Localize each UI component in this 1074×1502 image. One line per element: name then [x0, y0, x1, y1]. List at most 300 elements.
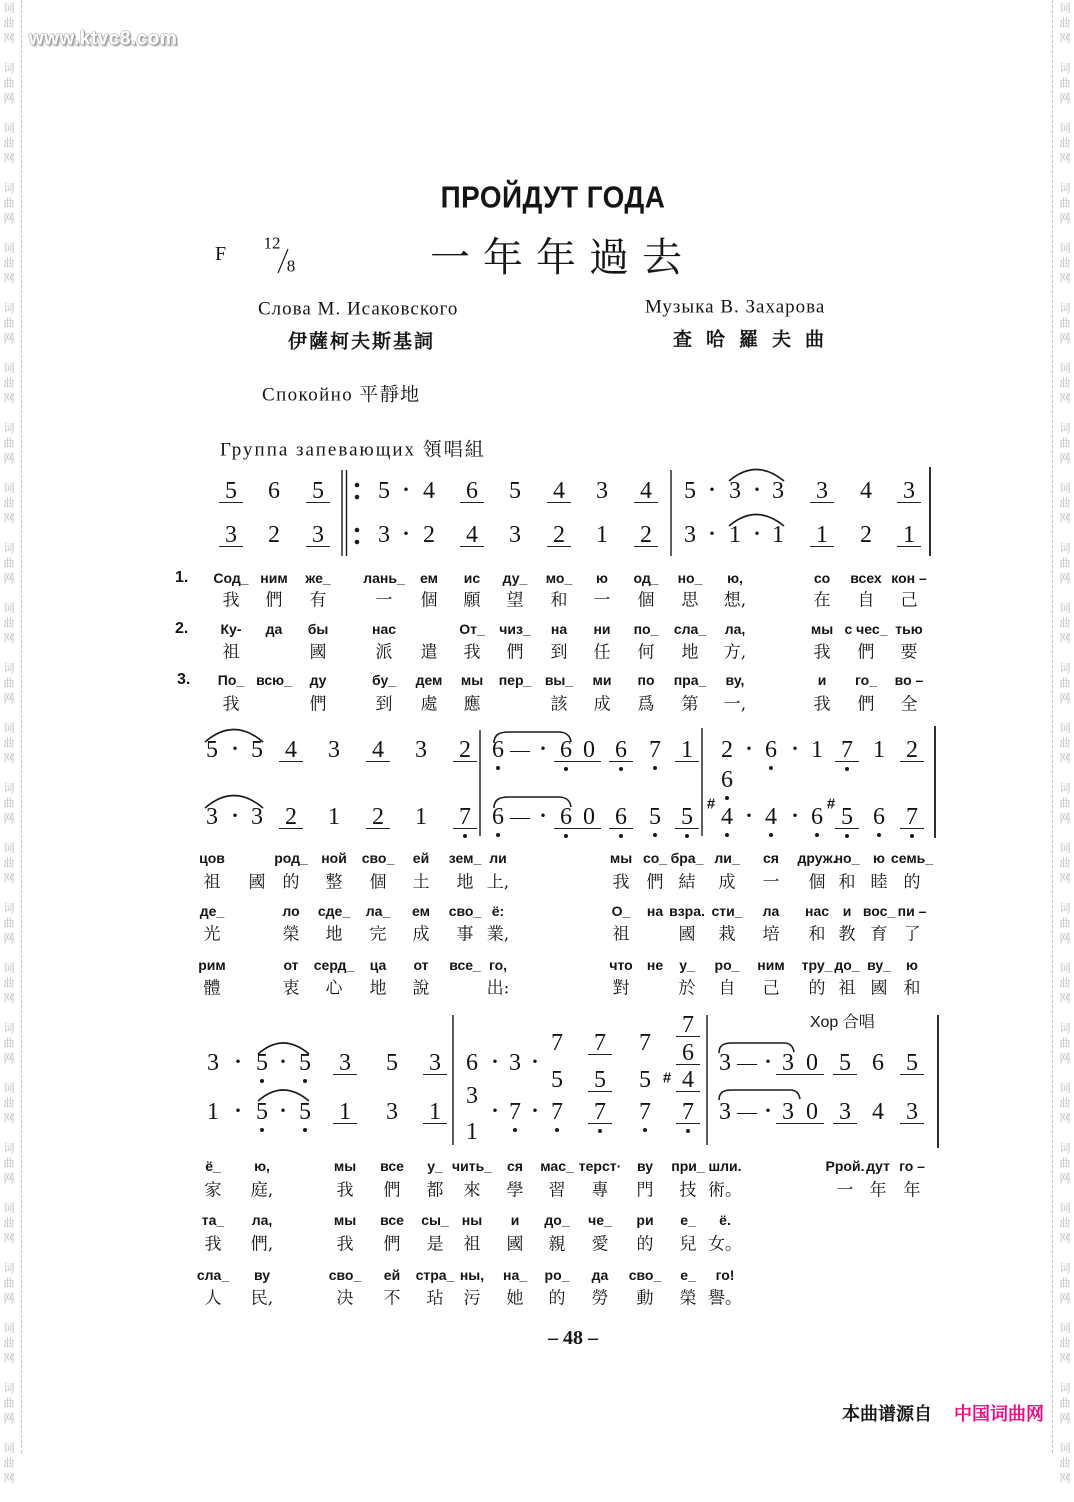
- lyric-syllable: мы: [333, 1158, 357, 1174]
- lyric-syllable: ро_: [544, 1267, 570, 1283]
- note: #: [706, 795, 716, 813]
- note: 3: [251, 804, 263, 830]
- note: 3: [596, 478, 608, 504]
- note: •: [235, 1054, 241, 1071]
- lyric-syllable: 全: [900, 694, 918, 715]
- note: 1: [328, 804, 340, 830]
- lyric-syllable: ла,: [251, 1212, 273, 1228]
- note: 5: [684, 478, 696, 504]
- lyric-syllable: тью: [895, 621, 923, 637]
- lyric-syllable: го,: [488, 957, 508, 973]
- lyric-syllable: 我: [204, 1234, 222, 1255]
- note: 5: [225, 478, 237, 504]
- lyric-syllable: сы_: [421, 1212, 449, 1228]
- lyric-syllable: нас: [371, 621, 397, 637]
- lyric-syllable: но_: [834, 850, 860, 866]
- lyric-syllable: ли_: [714, 850, 740, 866]
- lyric-syllable: не: [646, 957, 664, 973]
- song-title-zh: 一年年過去: [430, 235, 695, 281]
- note: 1: [339, 1099, 351, 1125]
- lyric-syllable: 教: [838, 924, 856, 945]
- lyric-syllable: шли.: [708, 1158, 742, 1174]
- lyric-syllable: 光: [203, 924, 221, 945]
- lyric-syllable: да: [591, 1267, 609, 1283]
- note: 3: [782, 1099, 794, 1125]
- note: 6: [872, 1050, 884, 1076]
- note: •: [709, 482, 715, 499]
- verse-number: 2.: [175, 620, 189, 637]
- lyric-syllable: мы: [609, 850, 633, 866]
- note: 5: [256, 1050, 268, 1076]
- lyric-syllable: 親: [548, 1234, 566, 1255]
- lyric-syllable: 育: [870, 924, 888, 945]
- lyric-syllable: ны: [461, 1212, 483, 1228]
- note: 5: [299, 1050, 311, 1076]
- note: •: [232, 808, 238, 825]
- lyric-syllable: 們: [383, 1234, 401, 1255]
- lyric-syllable: 們: [506, 642, 524, 663]
- lyric-syllable: со_: [642, 850, 668, 866]
- lyric-syllable: 術。: [708, 1180, 742, 1201]
- note: •: [709, 526, 715, 543]
- lyric-syllable: ей: [412, 850, 430, 866]
- lyric-syllable: Сод_: [213, 570, 249, 586]
- lyric-syllable: друж.: [797, 850, 837, 866]
- note: •: [532, 1103, 538, 1120]
- section-label: Группа запевающих 領唱組: [220, 439, 486, 461]
- lyric-syllable: 我: [463, 642, 481, 663]
- note: 1: [873, 737, 885, 763]
- lyric-syllable: ву_: [867, 957, 891, 973]
- lyric-syllable: 個: [637, 590, 655, 611]
- lyric-syllable: 技: [679, 1180, 697, 1201]
- lyric-syllable: 培: [762, 924, 780, 945]
- lyric-syllable: 們: [646, 872, 664, 893]
- note: 1: [429, 1099, 441, 1125]
- lyric-syllable: ся: [763, 850, 779, 866]
- note: 4: [682, 1067, 694, 1093]
- lyric-syllable: зем_: [448, 850, 482, 866]
- note: 6: [721, 767, 733, 793]
- note: 6: [466, 1050, 478, 1076]
- lyric-syllable: 完: [369, 924, 387, 945]
- lyric-syllable: 榮: [679, 1288, 697, 1309]
- note: 4: [466, 522, 478, 548]
- lyric-syllable: 土: [412, 872, 430, 893]
- note: 3: [719, 1050, 731, 1076]
- note: 3: [509, 522, 521, 548]
- lyric-syllable: у_: [679, 957, 695, 973]
- lyric-syllable: 自: [857, 590, 875, 611]
- lyric-syllable: сво_: [328, 1267, 362, 1283]
- note: 2: [721, 737, 733, 763]
- lyric-syllable: при_: [671, 1158, 705, 1174]
- note: 5: [206, 737, 218, 763]
- note: 1: [903, 522, 915, 548]
- lyric-syllable: сла_: [196, 1267, 230, 1283]
- note: 7: [594, 1030, 606, 1056]
- lyric-syllable: ло: [282, 903, 300, 919]
- lyric-syllable: у_: [427, 1158, 443, 1174]
- note: 2: [860, 522, 872, 548]
- lyric-syllable: что: [609, 957, 633, 973]
- lyric-syllable: и: [510, 1212, 520, 1228]
- repeat-dot: [355, 540, 360, 545]
- note: 4: [721, 804, 733, 830]
- note: 2: [906, 737, 918, 763]
- lyric-syllable: ё_: [205, 1158, 221, 1174]
- lyric-syllable: 我: [336, 1180, 354, 1201]
- lyric-syllable: 和: [550, 590, 568, 611]
- lyric-syllable: 的: [282, 872, 300, 893]
- lyric-syllable: мы: [460, 672, 484, 688]
- lyric-syllable: пра_: [673, 672, 707, 688]
- lyric-syllable: стра_: [415, 1267, 455, 1283]
- lyric-syllable: 的: [903, 872, 921, 893]
- lyric-syllable: мас_: [540, 1158, 574, 1174]
- lyric-syllable: ву: [253, 1267, 271, 1283]
- lyric-syllable: ей: [383, 1267, 401, 1283]
- lyric-syllable: 有: [309, 590, 327, 611]
- note: 5: [378, 478, 390, 504]
- lyric-syllable: ву,: [725, 672, 745, 688]
- lyric-syllable: ду_: [502, 570, 528, 586]
- lyric-syllable: ю: [906, 957, 918, 973]
- lyric-syllable: сла_: [673, 621, 707, 637]
- note: 7: [639, 1030, 651, 1056]
- note: 2: [553, 522, 565, 548]
- note: 0: [806, 1050, 818, 1076]
- lyric-syllable: 動: [636, 1288, 654, 1309]
- note: 2: [268, 522, 280, 548]
- lyric-syllable: кон –: [891, 570, 927, 586]
- site-watermark: www.ktvc8.com: [29, 28, 178, 50]
- note: —: [510, 806, 530, 828]
- lyric-syllable: ю: [873, 850, 885, 866]
- note: 5: [841, 804, 853, 830]
- lyric-syllable: 結: [678, 872, 696, 893]
- note: 7: [551, 1099, 563, 1125]
- lyric-syllable: 的: [808, 978, 826, 999]
- lyric-syllable: 第: [681, 694, 699, 715]
- lyric-syllable: 污: [463, 1288, 481, 1309]
- lyric-syllable: 習: [548, 1180, 566, 1201]
- note: —: [510, 739, 530, 761]
- repeat-dot: [355, 528, 360, 533]
- note: •: [403, 482, 409, 499]
- note: 3: [816, 478, 828, 504]
- note: 5: [681, 804, 693, 830]
- lyric-syllable: 不: [383, 1288, 401, 1309]
- song-title-ru: ПРОЙДУТ ГОДА: [440, 179, 666, 215]
- lyric-syllable: 地: [681, 642, 699, 663]
- lyric-syllable: 望: [506, 590, 524, 611]
- note: 6: [492, 804, 504, 830]
- lyric-syllable: нас: [804, 903, 830, 919]
- page-number: – 48 –: [548, 1327, 598, 1349]
- verse-number: 1.: [175, 569, 189, 586]
- lyric-syllable: все: [380, 1158, 404, 1174]
- lyric-syllable: 該: [550, 694, 568, 715]
- lyric-syllable: 成: [593, 694, 611, 715]
- note: 4: [872, 1099, 884, 1125]
- note: 6: [492, 737, 504, 763]
- note: —: [737, 1052, 757, 1074]
- lyric-syllable: по_: [633, 621, 659, 637]
- note: 5: [649, 804, 661, 830]
- lyric-syllable: дут: [866, 1158, 890, 1174]
- note: •: [746, 741, 752, 758]
- lyric-syllable: 專: [591, 1180, 609, 1201]
- lyric-syllable: 到: [550, 642, 568, 663]
- lyric-syllable: ву: [636, 1158, 654, 1174]
- lyric-syllable: та_: [201, 1212, 225, 1228]
- lyric-syllable: на: [550, 621, 568, 637]
- lyric-syllable: ри: [636, 1212, 654, 1228]
- lyric-syllable: 一: [762, 872, 780, 893]
- lyric-syllable: но_: [677, 570, 703, 586]
- lyric-syllable: всю_: [256, 672, 292, 688]
- lyric-syllable: тру_: [801, 957, 833, 973]
- lyric-syllable: со: [813, 570, 831, 586]
- lyric-syllable: ной: [321, 850, 347, 866]
- lyric-syllable: с чес_: [844, 621, 888, 637]
- lyric-syllable: 和: [808, 924, 826, 945]
- lyric-syllable: 一: [375, 590, 393, 611]
- note: 3: [729, 478, 741, 504]
- note: 1: [596, 522, 608, 548]
- lyric-syllable: вос_: [862, 903, 896, 919]
- note: 3: [906, 1099, 918, 1125]
- lyric-syllable: 我: [813, 642, 831, 663]
- lyric-syllable: 祖: [612, 924, 630, 945]
- lyric-syllable: 爲: [637, 694, 655, 715]
- note: 6: [873, 804, 885, 830]
- lyric-syllable: 她: [506, 1288, 524, 1309]
- note: 5: [509, 478, 521, 504]
- note: 4: [372, 737, 384, 763]
- lyric-syllable: ны,: [459, 1267, 485, 1283]
- lyric-syllable: все_: [449, 957, 481, 973]
- lyric-syllable: 年: [869, 1180, 887, 1201]
- lyric-syllable: 自: [718, 978, 736, 999]
- note: •: [540, 808, 546, 825]
- lyric-syllable: ни: [593, 621, 611, 637]
- lyric-syllable: 遣: [420, 642, 438, 663]
- note: 3: [772, 478, 784, 504]
- lyric-syllable: бы: [307, 621, 329, 637]
- lyric-syllable: ем: [412, 903, 430, 919]
- note: 7: [682, 1012, 694, 1038]
- lyric-syllable: 我: [222, 694, 240, 715]
- note: 3: [328, 737, 340, 763]
- lyric-syllable: 女。: [708, 1234, 742, 1255]
- lyric-syllable: 國: [506, 1234, 524, 1255]
- lyric-syllable: вы_: [544, 672, 574, 688]
- note: 3: [339, 1050, 351, 1076]
- lyric-syllable: 來: [463, 1180, 481, 1201]
- note: 6: [765, 737, 777, 763]
- lyric-syllable: до_: [834, 957, 860, 973]
- lyric-syllable: 們: [857, 642, 875, 663]
- lyric-syllable: 决: [336, 1288, 354, 1309]
- lyric-syllable: 對: [612, 978, 630, 999]
- lyric-syllable: 我: [336, 1234, 354, 1255]
- note: 5: [906, 1050, 918, 1076]
- lyric-syllable: ла,: [724, 621, 746, 637]
- lyric-syllable: 兒: [679, 1234, 697, 1255]
- lyric-syllable: 一: [593, 590, 611, 611]
- composer-credit-ru: Музыка В. Захарова: [645, 296, 826, 318]
- note: •: [532, 1054, 538, 1071]
- note: 4: [765, 804, 777, 830]
- lyric-syllable: 祖: [838, 978, 856, 999]
- note: 5: [551, 1067, 563, 1093]
- note: •: [754, 482, 760, 499]
- lyric-syllable: 祖: [463, 1234, 481, 1255]
- lyric-syllable: и: [842, 903, 852, 919]
- note: 5: [386, 1050, 398, 1076]
- note: 3: [386, 1099, 398, 1125]
- lyric-syllable: ца: [369, 957, 387, 973]
- note: 3: [509, 1050, 521, 1076]
- note: 1: [729, 522, 741, 548]
- note: 2: [423, 522, 435, 548]
- lyric-syllable: Ррой.: [825, 1158, 865, 1174]
- lyric-syllable: 是: [426, 1234, 444, 1255]
- lyric-syllable: ю,: [254, 1158, 270, 1174]
- lyric-syllable: 我: [222, 590, 240, 611]
- lyric-syllable: 說: [412, 978, 430, 999]
- lyric-syllable: цов: [199, 850, 225, 866]
- lyric-syllable: взра.: [669, 903, 705, 919]
- lyric-syllable: ла: [762, 903, 780, 919]
- lyric-syllable: мы: [810, 621, 834, 637]
- note: #: [662, 1069, 672, 1087]
- lyric-syllable: 何: [637, 642, 655, 663]
- lyric-syllable: е_: [680, 1267, 696, 1283]
- lyric-syllable: 國: [870, 978, 888, 999]
- note: 7: [906, 804, 918, 830]
- lyric-syllable: сде_: [317, 903, 351, 919]
- note: 3: [466, 1083, 478, 1109]
- note: 1: [415, 804, 427, 830]
- note: 7: [594, 1099, 606, 1125]
- lyric-syllable: терст·: [578, 1158, 622, 1174]
- lyric-syllable: 處: [420, 694, 438, 715]
- note: 3: [684, 522, 696, 548]
- lyric-syllable: 一,: [723, 694, 747, 715]
- lyric-syllable: От_: [459, 621, 485, 637]
- note: •: [235, 1103, 241, 1120]
- lyric-syllable: мы: [333, 1212, 357, 1228]
- note: •: [403, 526, 409, 543]
- note: 6: [615, 737, 627, 763]
- lyric-syllable: 於: [678, 978, 696, 999]
- lyric-syllable: 和: [903, 978, 921, 999]
- lyric-syllable: ли: [489, 850, 507, 866]
- lyric-syllable: го –: [899, 1158, 925, 1174]
- note: 1: [816, 522, 828, 548]
- composer-credit-zh: 查哈羅夫曲: [673, 328, 839, 351]
- lyric-syllable: 們: [309, 694, 327, 715]
- note: 4: [860, 478, 872, 504]
- lyricist-credit-ru: Слова М. Исаковского: [258, 298, 459, 320]
- lyric-syllable: мо_: [545, 570, 573, 586]
- lyric-syllable: на: [646, 903, 664, 919]
- lyric-syllable: 一: [836, 1180, 854, 1201]
- time-sig-bottom: 8: [286, 256, 296, 276]
- note: 7: [639, 1099, 651, 1125]
- lyric-syllable: да: [265, 621, 283, 637]
- note: 3: [207, 1050, 219, 1076]
- note: 2: [640, 522, 652, 548]
- side-watermark-right: 词曲网 词曲网 词曲网 词曲网 词曲网 词曲网 词曲网 词曲网 词曲网 词曲网 词曲网 词曲网 词曲网 词曲网 词曲网 词曲网 词曲网 词曲网 词曲网 词曲网 词曲网 词曲网 词曲网 词曲网 词曲网: [1058, 2, 1071, 1502]
- note: 4: [285, 737, 297, 763]
- lyric-syllable: че_: [588, 1212, 612, 1228]
- lyric-syllable: же_: [305, 570, 331, 586]
- note: •: [754, 526, 760, 543]
- note: 3: [206, 804, 218, 830]
- note: 6: [615, 804, 627, 830]
- note: 6: [682, 1040, 694, 1066]
- lyric-syllable: го_: [855, 672, 877, 688]
- lyric-syllable: 己: [762, 978, 780, 999]
- note: 2: [372, 804, 384, 830]
- note: •: [492, 1103, 498, 1120]
- note: 5: [839, 1050, 851, 1076]
- note: 6: [268, 478, 280, 504]
- lyric-syllable: семь_: [890, 850, 934, 866]
- lyric-syllable: 地: [456, 872, 474, 893]
- time-sig-slash: [278, 249, 288, 273]
- lyric-syllable: 衷: [282, 978, 300, 999]
- lyric-syllable: род_: [274, 850, 308, 866]
- note: •: [765, 1054, 771, 1071]
- lyric-syllable: сво_: [361, 850, 395, 866]
- note: •: [232, 741, 238, 758]
- note: 6: [560, 804, 572, 830]
- lyric-syllable: 整: [325, 872, 343, 893]
- lyric-syllable: 們: [383, 1180, 401, 1201]
- note: 7: [551, 1030, 563, 1056]
- note: 4: [553, 478, 565, 504]
- lyric-syllable: 的: [548, 1288, 566, 1309]
- lyric-syllable: 個: [420, 590, 438, 611]
- lyric-syllable: 任: [593, 642, 611, 663]
- lyric-syllable: ду: [309, 672, 327, 688]
- note: #: [826, 795, 836, 813]
- lyric-syllable: 栽: [718, 924, 736, 945]
- key-signature: F: [215, 243, 227, 265]
- lyric-syllable: рим: [198, 957, 226, 973]
- lyric-syllable: по: [637, 672, 655, 688]
- note: 2: [459, 737, 471, 763]
- source-label: 本曲谱源自: [842, 1404, 932, 1425]
- note: 7: [649, 737, 661, 763]
- note: •: [492, 1054, 498, 1071]
- lyric-syllable: 都: [426, 1180, 444, 1201]
- lyric-syllable: 成: [412, 924, 430, 945]
- lyric-syllable: ла_: [365, 903, 391, 919]
- lyric-syllable: 方,: [723, 642, 747, 663]
- lyric-syllable: пер_: [498, 672, 532, 688]
- lyric-syllable: е_: [680, 1212, 696, 1228]
- note: 3: [378, 522, 390, 548]
- lyric-syllable: ми: [592, 672, 612, 688]
- note: •: [280, 1054, 286, 1071]
- note: •: [540, 741, 546, 758]
